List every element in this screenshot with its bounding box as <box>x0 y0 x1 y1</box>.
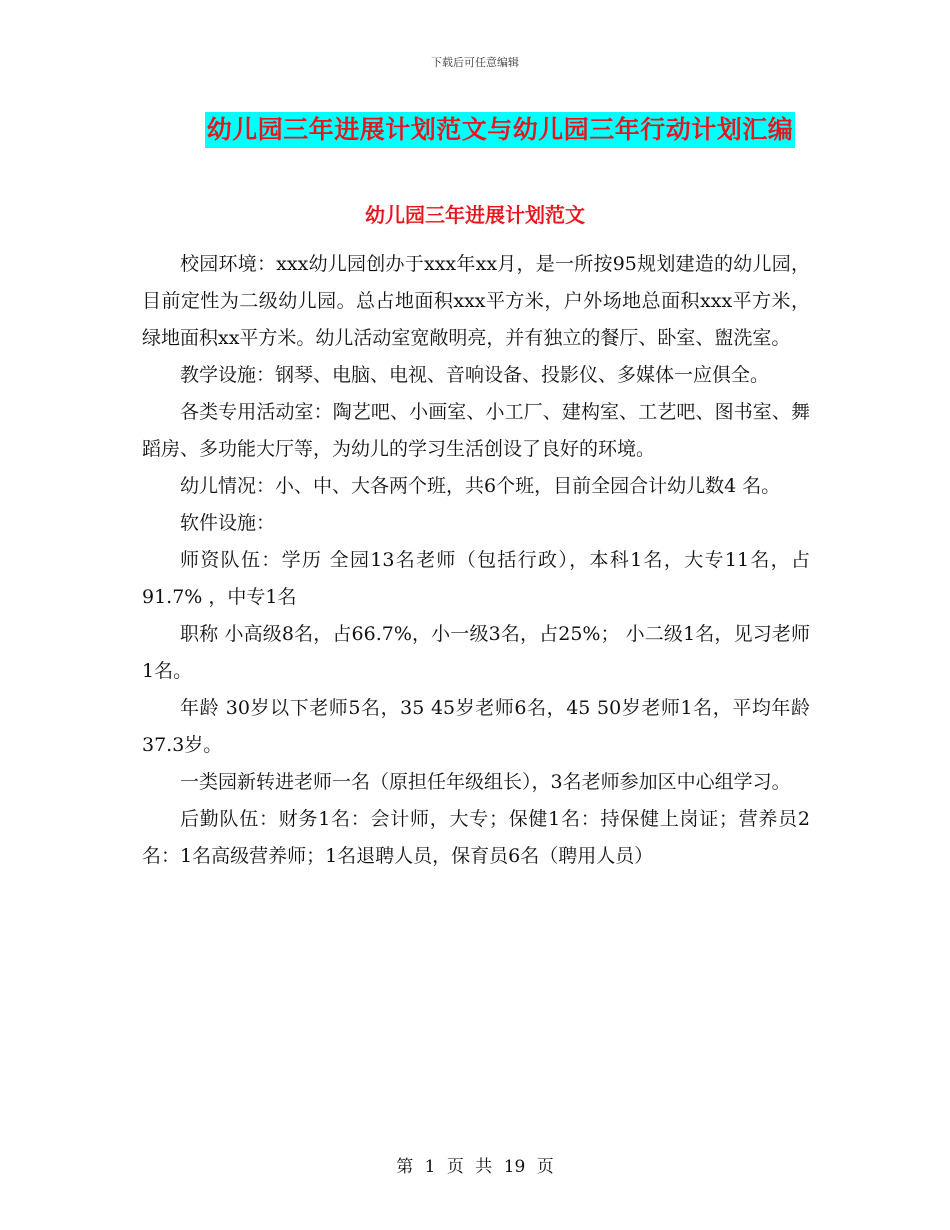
paragraph-software-facilities: 软件设施： <box>180 512 276 534</box>
paragraph-teaching-staff: 师资队伍：学历 全园13名老师（包括行政），本科1名，大专11名，占91.7% ，中专1名 <box>142 549 810 608</box>
paragraph-new-teacher: 一类园新转进老师一名（原担任年级组长），3名老师参加区中心组学习。 <box>180 771 791 793</box>
paragraph-campus-environment: 校园环境：xxx幼儿园创办于xxx年xx月，是一所按95规划建造的幼儿园，目前定性为二级幼儿园。总占地面积xxx平方米，户外场地总面积xxx平方米，绿地面积xx平方米。幼儿活动室宽敞明亮，并有独立的餐厅、卧室、盥洗室。 <box>142 253 810 349</box>
document-title-container <box>0 112 950 148</box>
paragraph-teaching-facilities: 教学设施：钢琴、电脑、电视、音响设备、投影仪、多媒体一应俱全。 <box>180 364 770 386</box>
document-body <box>142 246 810 875</box>
paragraph-job-titles: 职称 小高级8名，占66.7%，小一级3名，占25%； 小二级1名，见习老师1名。 <box>142 623 810 682</box>
document-title: 幼儿园三年进展计划范文与幼儿园三年行动计划汇编 <box>205 112 796 148</box>
paragraph-logistics-staff: 后勤队伍：财务1名：会计师，大专；保健1名：持保健上岗证；营养员2名：1名高级营养师；1名退聘人员，保育员6名（聘用人员） <box>142 808 810 867</box>
paragraph-activity-rooms: 各类专用活动室：陶艺吧、小画室、小工厂、建构室、工艺吧、图书室、舞蹈房、多功能大厅等，为幼儿的学习生活创设了良好的环境。 <box>142 401 810 460</box>
header-note: 下载后可任意编辑 <box>431 56 519 69</box>
paragraph-age-distribution: 年龄 30岁以下老师5名，35 45岁老师6名，45 50岁老师1名，平均年龄37.3岁。 <box>142 697 810 756</box>
paragraph-children-status: 幼儿情况：小、中、大各两个班，共6个班，目前全园合计幼儿数4 名。 <box>180 475 781 497</box>
section-title: 幼儿园三年进展计划范文 <box>365 203 585 227</box>
page-footer: 第 1 页 共 19 页 <box>396 1157 554 1177</box>
